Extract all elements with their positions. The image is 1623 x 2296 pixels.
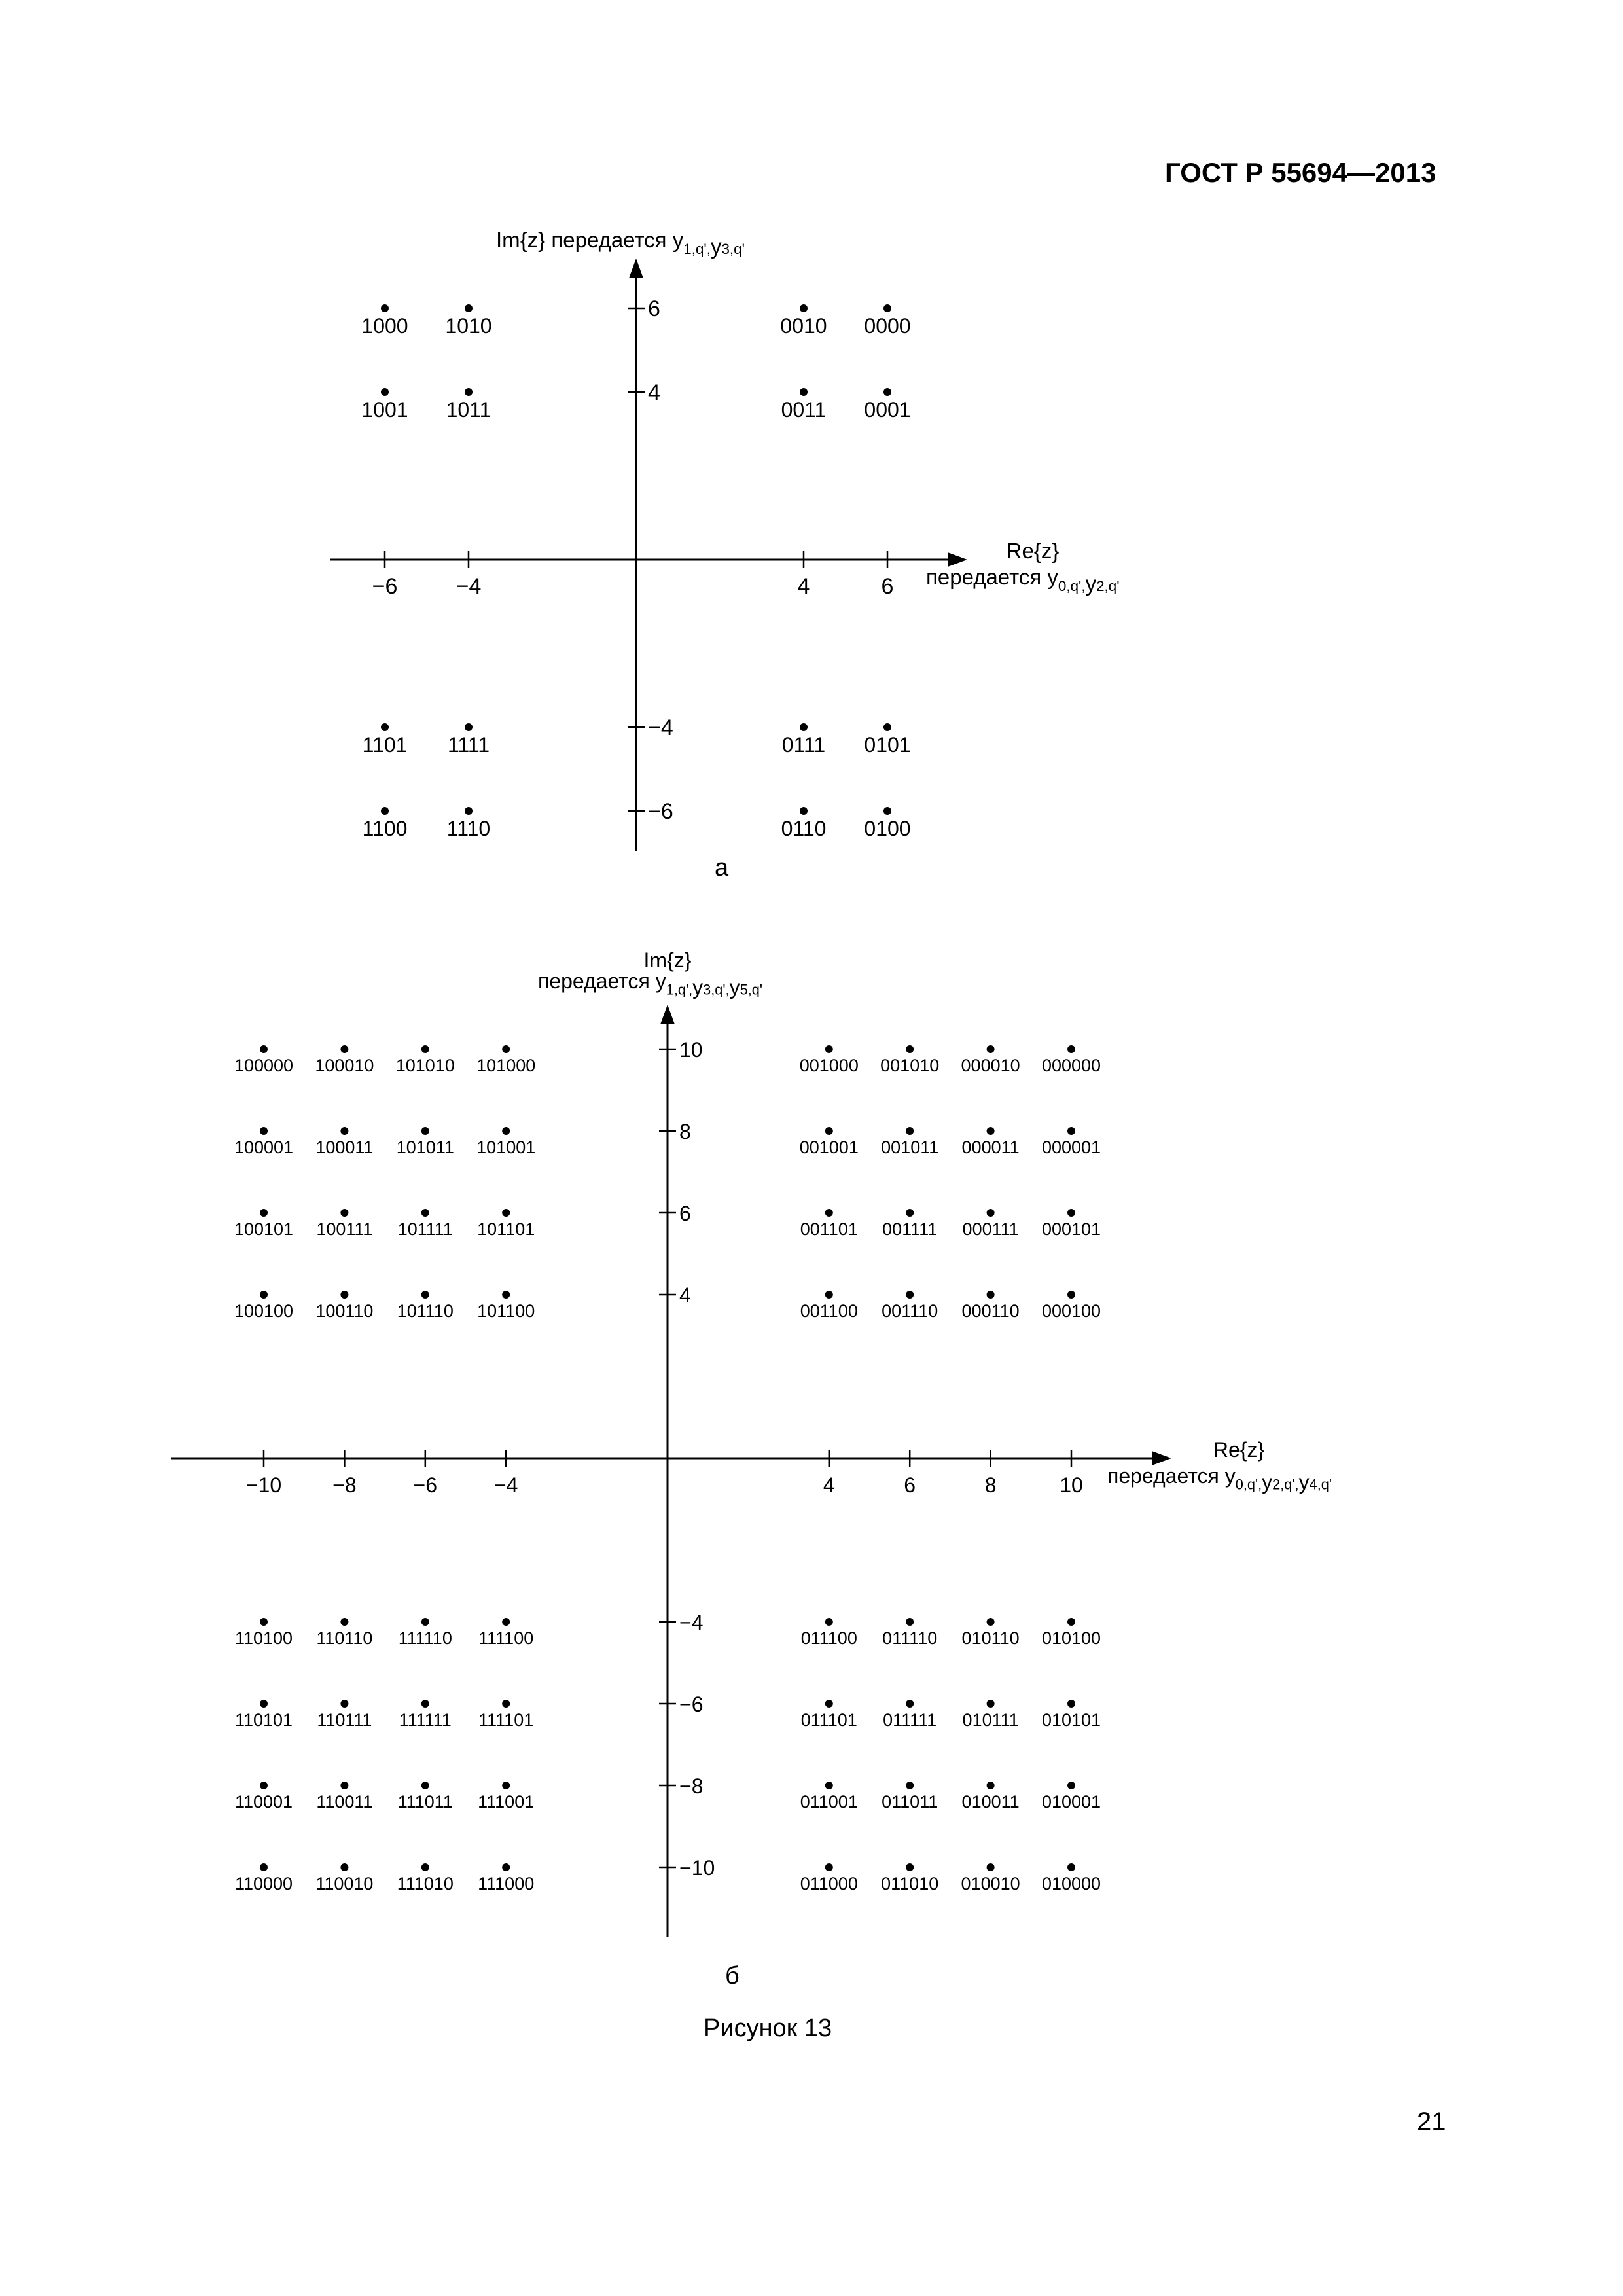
point-label: 111111 [399,1710,452,1730]
point-label: 100100 [234,1301,294,1321]
point-label: 000010 [961,1056,1020,1075]
constellation-point [906,1700,914,1708]
point-label: 100011 [315,1138,374,1157]
y-tick-label: −10 [679,1856,715,1880]
point-label: 010100 [1041,1628,1101,1648]
point-label: 111110 [398,1628,452,1648]
y-tick-label: 6 [679,1202,691,1225]
point-label: 011001 [800,1792,858,1812]
point-label: 100001 [234,1138,294,1157]
point-label: 100000 [234,1056,294,1075]
point-label: 1010 [445,314,492,338]
constellation-point [987,1291,995,1299]
constellation-point [421,1782,429,1789]
constellation-point [1067,1045,1075,1053]
point-label: 111101 [478,1710,534,1730]
constellation-point [987,1127,995,1135]
constellation-point [825,1618,833,1626]
constellation-point [1067,1291,1075,1299]
point-label: 111011 [397,1792,453,1812]
x-tick-label: 6 [881,574,894,599]
point-label: 011011 [882,1792,938,1812]
constellation-point [825,1863,833,1871]
x-tick-label: −6 [372,574,398,599]
y-tick-label: 10 [679,1038,703,1062]
constellation-point [987,1863,995,1871]
figure-caption: Рисунок 13 [704,2015,832,2042]
y-axis-label-line2: Im{z} передается $y_{1,q',}y3,q'$ [496,228,745,259]
x-axis-label-line2: передается $y_{0,q',}y2,q',y4,q'$ [1107,1464,1332,1494]
constellation-point [421,1291,429,1299]
x-tick-label: 4 [823,1473,835,1497]
point-label: 101100 [477,1301,535,1321]
constellation-point [906,1209,914,1217]
point-label: 101001 [476,1138,536,1157]
constellation-point [502,1700,510,1708]
point-label: 000100 [1041,1301,1101,1321]
point-label: 1111 [447,733,490,757]
constellation-point [825,1700,833,1708]
x-tick-label: −4 [455,574,482,599]
point-label: 000110 [961,1301,1020,1321]
constellation-point [906,1863,914,1871]
point-label: 010110 [961,1628,1020,1648]
constellation-point [340,1291,348,1299]
constellation-point [825,1127,833,1135]
point-label: 001010 [880,1056,940,1075]
point-label: 101010 [395,1056,455,1075]
constellation-point [260,1291,268,1299]
point-label: 101011 [396,1138,454,1157]
point-label: 0100 [864,817,911,840]
constellation-point [260,1209,268,1217]
point-label: 0101 [864,733,911,757]
document-header: ГОСТ Р 55694—2013 [1165,157,1436,188]
point-label: 110100 [234,1628,293,1648]
constellation-point [825,1782,833,1789]
constellation-point [825,1209,833,1217]
point-label: 110010 [315,1874,374,1893]
point-label: 1011 [446,398,491,422]
point-label: 011100 [800,1628,857,1648]
constellation-point [502,1209,510,1217]
y-tick-label: −4 [679,1611,704,1634]
y-tick-label: −8 [679,1774,704,1798]
constellation-point [987,1045,995,1053]
point-label: 110101 [234,1710,293,1730]
point-label: 011000 [800,1874,858,1893]
y-tick-label: −4 [648,715,673,740]
constellation-point [502,1863,510,1871]
point-label: 101000 [476,1056,536,1075]
point-label: 100101 [234,1219,294,1239]
point-label: 000011 [961,1138,1020,1157]
point-label: 1001 [361,398,408,422]
constellation-point [906,1127,914,1135]
point-label: 010000 [1041,1874,1101,1893]
constellation-point [421,1863,429,1871]
constellation-point [421,1618,429,1626]
point-label: 1000 [361,314,408,338]
y-axis-label-line1: Im{z} [643,948,692,972]
point-label: 110000 [234,1874,293,1893]
constellation-point [421,1209,429,1217]
page-number: 21 [1417,2108,1446,2136]
constellation-point [502,1127,510,1135]
x-tick-label: 4 [797,574,810,599]
x-tick-label: 8 [984,1473,997,1497]
panel-label-a: а [715,854,729,882]
point-label: 010001 [1041,1792,1101,1812]
constellation-point [340,1782,348,1789]
point-label: 110011 [316,1792,373,1812]
panel-label-b: б [725,1962,740,1990]
point-label: 0000 [864,314,911,338]
point-label: 000101 [1041,1219,1101,1239]
constellation-point [987,1209,995,1217]
x-tick-label: 10 [1060,1473,1083,1497]
constellation-point [260,1700,268,1708]
constellation-point [340,1127,348,1135]
point-label: 101110 [397,1301,454,1321]
point-label: 001011 [881,1138,939,1157]
constellation-point [502,1045,510,1053]
point-label: 001000 [799,1056,859,1075]
constellation-point [1067,1700,1075,1708]
constellation-point [1067,1127,1075,1135]
point-label: 100111 [316,1219,373,1239]
constellation-point [502,1618,510,1626]
point-label: 000001 [1041,1138,1101,1157]
point-label: 1101 [362,733,408,757]
constellation-point [1067,1782,1075,1789]
x-tick-label: 6 [904,1473,916,1497]
x-tick-label: −4 [493,1473,518,1497]
constellation-point [825,1045,833,1053]
point-label: 010111 [962,1710,1019,1730]
y-axis-arrow-icon [660,1005,675,1024]
point-label: 011101 [800,1710,857,1730]
constellation-point [502,1782,510,1789]
point-label: 011010 [881,1874,939,1893]
constellation-point [906,1291,914,1299]
point-label: 100010 [315,1056,374,1075]
point-label: 000111 [962,1219,1019,1239]
x-tick-label: −8 [332,1473,357,1497]
constellation-point [260,1045,268,1053]
constellation-point [340,1700,348,1708]
point-label: 011111 [883,1710,937,1730]
point-label: 010101 [1041,1710,1101,1730]
point-label: 101111 [397,1219,453,1239]
y-tick-label: −6 [679,1693,704,1716]
x-axis-label-line2: передается $y_{0,q',}y2,q'$ [926,565,1120,596]
point-label: 001001 [799,1138,859,1157]
constellation-point [340,1045,348,1053]
point-label: 0001 [864,398,911,422]
constellation-point [906,1618,914,1626]
point-label: 001101 [800,1219,858,1239]
point-label: 111010 [397,1874,454,1893]
point-label: 1110 [446,817,491,840]
constellation-point [1067,1618,1075,1626]
point-label: 110001 [234,1792,293,1812]
point-label: 0110 [781,817,827,840]
point-label: 0010 [780,314,827,338]
constellation-point [825,1291,833,1299]
point-label: 001110 [882,1301,938,1321]
constellation-point [340,1209,348,1217]
point-label: 010011 [961,1792,1020,1812]
constellation-point [260,1618,268,1626]
x-tick-label: −6 [413,1473,438,1497]
constellation-point [906,1045,914,1053]
point-label: 100110 [315,1301,374,1321]
constellation-point [987,1782,995,1789]
constellation-point [1067,1209,1075,1217]
point-label: 010010 [961,1874,1020,1893]
point-label: 011110 [882,1628,938,1648]
point-label: 101101 [477,1219,535,1239]
point-label: 000000 [1041,1056,1101,1075]
constellation-point [987,1618,995,1626]
point-label: 110110 [316,1628,373,1648]
point-label: 001100 [800,1301,858,1321]
x-axis-label-line1: Re{z} [1006,539,1060,563]
constellation-point [260,1782,268,1789]
point-label: 001111 [882,1219,938,1239]
constellation-point [421,1127,429,1135]
point-label: 111001 [478,1792,535,1812]
y-tick-label: 4 [648,380,660,405]
x-axis-arrow-icon [1152,1451,1171,1465]
point-label: 110111 [317,1710,372,1730]
y-tick-label: 4 [679,1283,691,1307]
constellation-point [421,1045,429,1053]
constellation-point [421,1700,429,1708]
point-label: 1100 [362,817,408,840]
y-tick-label: 6 [648,296,660,321]
point-label: 0111 [781,733,826,757]
y-axis-label-line2: передается $y_{1,q',}y3,q',y5,q'$ [538,969,762,999]
x-tick-label: −10 [245,1473,282,1497]
point-label: 0011 [781,398,827,422]
y-tick-label: 8 [679,1120,691,1143]
constellation-point [260,1127,268,1135]
constellation-point [1067,1863,1075,1871]
constellation-point [987,1700,995,1708]
constellation-point [906,1782,914,1789]
point-label: 111100 [478,1628,534,1648]
constellation-point [340,1618,348,1626]
constellation-point [260,1863,268,1871]
point-label: 111000 [478,1874,535,1893]
constellation-point [340,1863,348,1871]
y-tick-label: −6 [648,799,673,824]
constellation-point [502,1291,510,1299]
x-axis-label-line1: Re{z} [1213,1438,1265,1462]
